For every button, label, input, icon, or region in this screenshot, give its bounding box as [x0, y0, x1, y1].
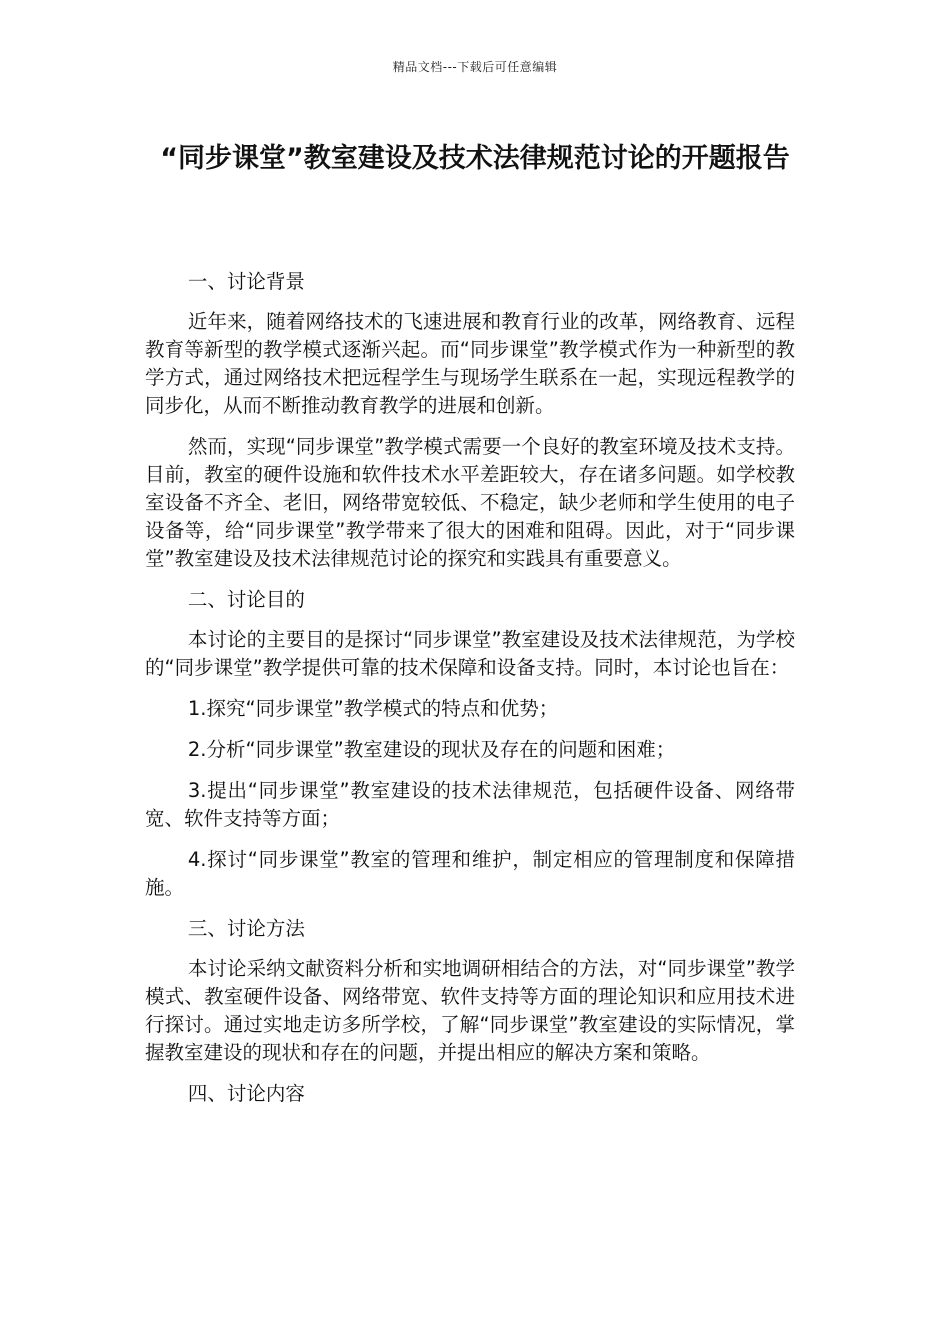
list-item: 1.探究“同步课堂”教学模式的特点和优势；	[187, 697, 559, 720]
section-heading-background: 一、讨论背景	[187, 270, 305, 293]
paragraph: 本讨论的主要目的是探讨“同步课堂”教室建设及技术法律规范，为学校的“同步课堂”教学提供可靠的技术保障和设备支持。同时，本讨论也旨在：	[145, 628, 795, 679]
list-item: 2.分析“同步课堂”教室建设的现状及存在的问题和困难；	[187, 738, 676, 761]
section-heading-method: 三、讨论方法	[187, 917, 305, 940]
paragraph: 本讨论采纳文献资料分析和实地调研相结合的方法，对“同步课堂”教学模式、教室硬件设备、网络带宽、软件支持等方面的理论知识和应用技术进行探讨。通过实地走访多所学校，了解“同步课堂”教室建设的实际情况，掌握教室建设的现状和存在的问题，并提出相应的解决方案和策略。	[145, 957, 795, 1064]
document-title: “同步课堂”教室建设及技术法律规范讨论的开题报告	[160, 143, 790, 174]
page-header-note: 精品文档---下载后可任意编辑	[392, 60, 558, 74]
document-body	[145, 268, 795, 1120]
section-heading-content: 四、讨论内容	[187, 1082, 305, 1105]
list-item: 3.提出“同步课堂”教室建设的技术法律规范，包括硬件设备、网络带宽、软件支持等方面；	[145, 779, 795, 830]
list-item: 4.探讨“同步课堂”教室的管理和维护，制定相应的管理制度和保障措施。	[145, 848, 795, 899]
paragraph: 然而，实现“同步课堂”教学模式需要一个良好的教室环境及技术支持。目前，教室的硬件设施和软件技术水平差距较大，存在诸多问题。如学校教室设备不齐全、老旧，网络带宽较低、不稳定，缺少老师和学生使用的电子设备等，给“同步课堂”教学带来了很大的困难和阻碍。因此，对于“同步课堂”教室建设及技术法律规范讨论的探究和实践具有重要意义。	[145, 435, 795, 570]
paragraph: 近年来，随着网络技术的飞速进展和教育行业的改革，网络教育、远程教育等新型的教学模式逐渐兴起。而“同步课堂”教学模式作为一种新型的教学方式，通过网络技术把远程学生与现场学生联系在一起，实现远程教学的同步化，从而不断推动教育教学的进展和创新。	[145, 310, 795, 417]
section-heading-purpose: 二、讨论目的	[187, 588, 305, 611]
